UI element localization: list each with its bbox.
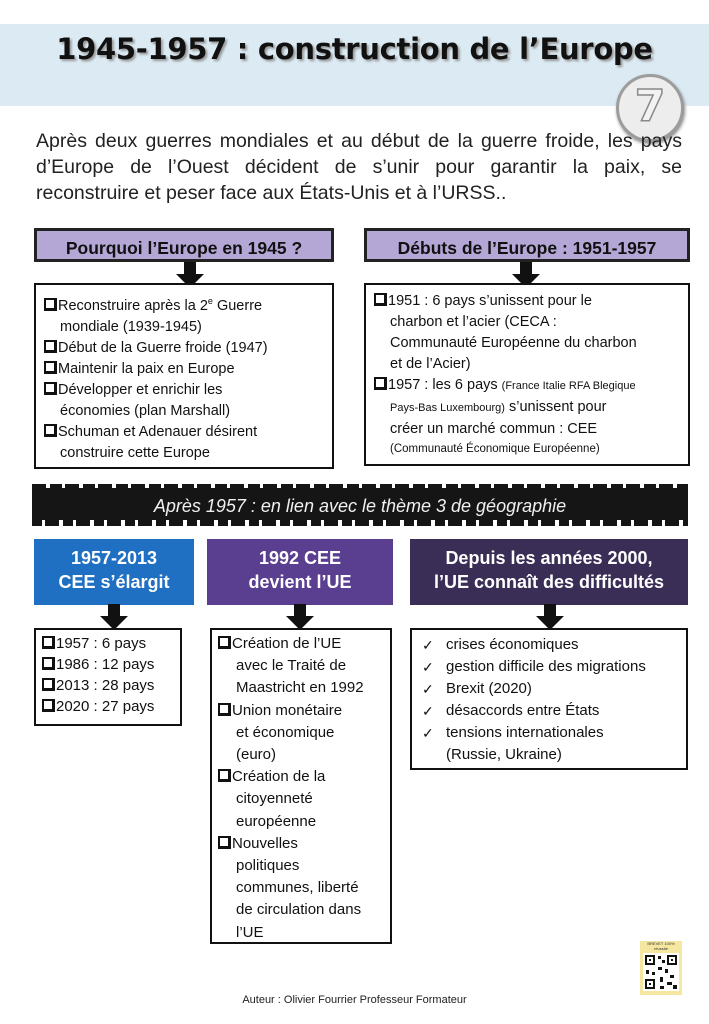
difficulties-box: ✓ crises économiques ✓ gestion difficile des migrations ✓ Brexit (2020) ✓ désaccords entre États ✓ tensions internationales (Russie, Ukraine) xyxy=(410,628,688,770)
list-item: 2020 : 27 pays xyxy=(42,696,174,717)
list-item: ✓ désaccords entre États xyxy=(418,700,680,722)
list-item: ✓ crises économiques xyxy=(418,634,680,656)
list-item: Début de la Guerre froide (1947) xyxy=(44,338,322,359)
qr-code[interactable]: BREVET 100% réussite xyxy=(640,941,682,995)
checkbox-icon xyxy=(218,836,231,849)
list-item: Schuman et Adenauer désirent xyxy=(44,422,322,443)
checkbox-icon xyxy=(42,678,55,691)
list-item: 1951 : 6 pays s’unissent pour le xyxy=(374,291,678,312)
intro-paragraph: Après deux guerres mondiales et au début de la guerre froide, les pays d’Europe de l’Ouest décident de s’unir pour garantir la paix, se reconstruire et peser face aux États-Unis et à l’URSS.. xyxy=(36,130,682,204)
list-item: ✓ gestion difficile des migrations xyxy=(418,656,680,678)
checkbox-icon xyxy=(44,298,57,311)
section-why-europe-label: Pourquoi l’Europe en 1945 ? xyxy=(34,228,334,262)
arrow-down-icon xyxy=(100,604,128,630)
enlargement-box xyxy=(34,628,182,726)
list-item: 2013 : 28 pays xyxy=(42,675,174,696)
checkbox-icon xyxy=(42,657,55,670)
list-item: ✓ Brexit (2020) xyxy=(418,678,680,700)
list-item: Création de la xyxy=(218,766,384,788)
chapter-number: 7 xyxy=(634,81,666,132)
list-item: Nouvelles xyxy=(218,833,384,855)
post-1957-banner: Après 1957 : en lien avec le thème 3 de géographie xyxy=(32,488,688,524)
list-item: Reconstruire après la 2e Guerre xyxy=(44,291,322,317)
checkbox-icon xyxy=(44,340,57,353)
checkbox-icon xyxy=(44,382,57,395)
list-item: Maintenir la paix en Europe xyxy=(44,359,322,380)
arrow-down-icon xyxy=(536,604,564,630)
checkbox-icon xyxy=(44,424,57,437)
footer-author: Auteur : Olivier Fourrier Professeur Formateur xyxy=(242,994,467,1006)
why-europe-box: Reconstruire après la 2e Guerre mondiale (1939-1945) Début de la Guerre froide (1947) Maintenir la paix en Europe Développer et enrichir les économies (plan Marshall) Schuman et Adenauer désirent construire cette Europe xyxy=(34,283,334,469)
banner-edge xyxy=(32,520,688,526)
difficulties-heading: Depuis les années 2000, l’UE connaît des difficultés xyxy=(410,539,688,605)
enlargement-heading: 1957-2013 CEE s’élargit xyxy=(34,539,194,605)
list-item: 1957 : les 6 pays (France Italie RFA Blegique xyxy=(374,375,678,397)
checkbox-icon xyxy=(218,636,231,649)
arrow-down-icon xyxy=(286,604,314,630)
list-item: Développer et enrichir les xyxy=(44,380,322,401)
list-item: 1986 : 12 pays xyxy=(42,654,174,675)
checkbox-icon xyxy=(374,293,387,306)
checkbox-icon xyxy=(218,703,231,716)
list-item: 1957 : 6 pays xyxy=(42,633,174,654)
eu-creation-box: Création de l’UE avec le Traité de Maastricht en 1992 Union monétaire et économique (euro) Création de la citoyenneté européenne Nouvelles politiques communes, liberté de circulation dans l’UE xyxy=(210,628,392,944)
qr-code-icon xyxy=(640,951,682,995)
checkbox-icon xyxy=(218,769,231,782)
beginnings-box: 1951 : 6 pays s’unissent pour le charbon et l’acier (CECA : Communauté Européenne du charbon et de l’Acier) 1957 : les 6 pays (France Italie RFA Blegique Pays-Bas Luxembourg) s’unissent pour créer un marché commun : CEE (Communauté Économique Européenne) xyxy=(364,283,690,466)
checkbox-icon xyxy=(44,361,57,374)
eu-creation-heading: 1992 CEE devient l’UE xyxy=(207,539,393,605)
section-beginnings-label: Débuts de l’Europe : 1951-1957 xyxy=(364,228,690,262)
list-item: Union monétaire xyxy=(218,700,384,722)
page-title: 1945-1957 : construction de l’Europe xyxy=(56,32,653,66)
checkbox-icon xyxy=(374,377,387,390)
list-item: ✓ tensions internationales xyxy=(418,722,680,744)
checkbox-icon xyxy=(42,636,55,649)
list-item: Création de l’UE xyxy=(218,633,384,655)
checkbox-icon xyxy=(42,699,55,712)
